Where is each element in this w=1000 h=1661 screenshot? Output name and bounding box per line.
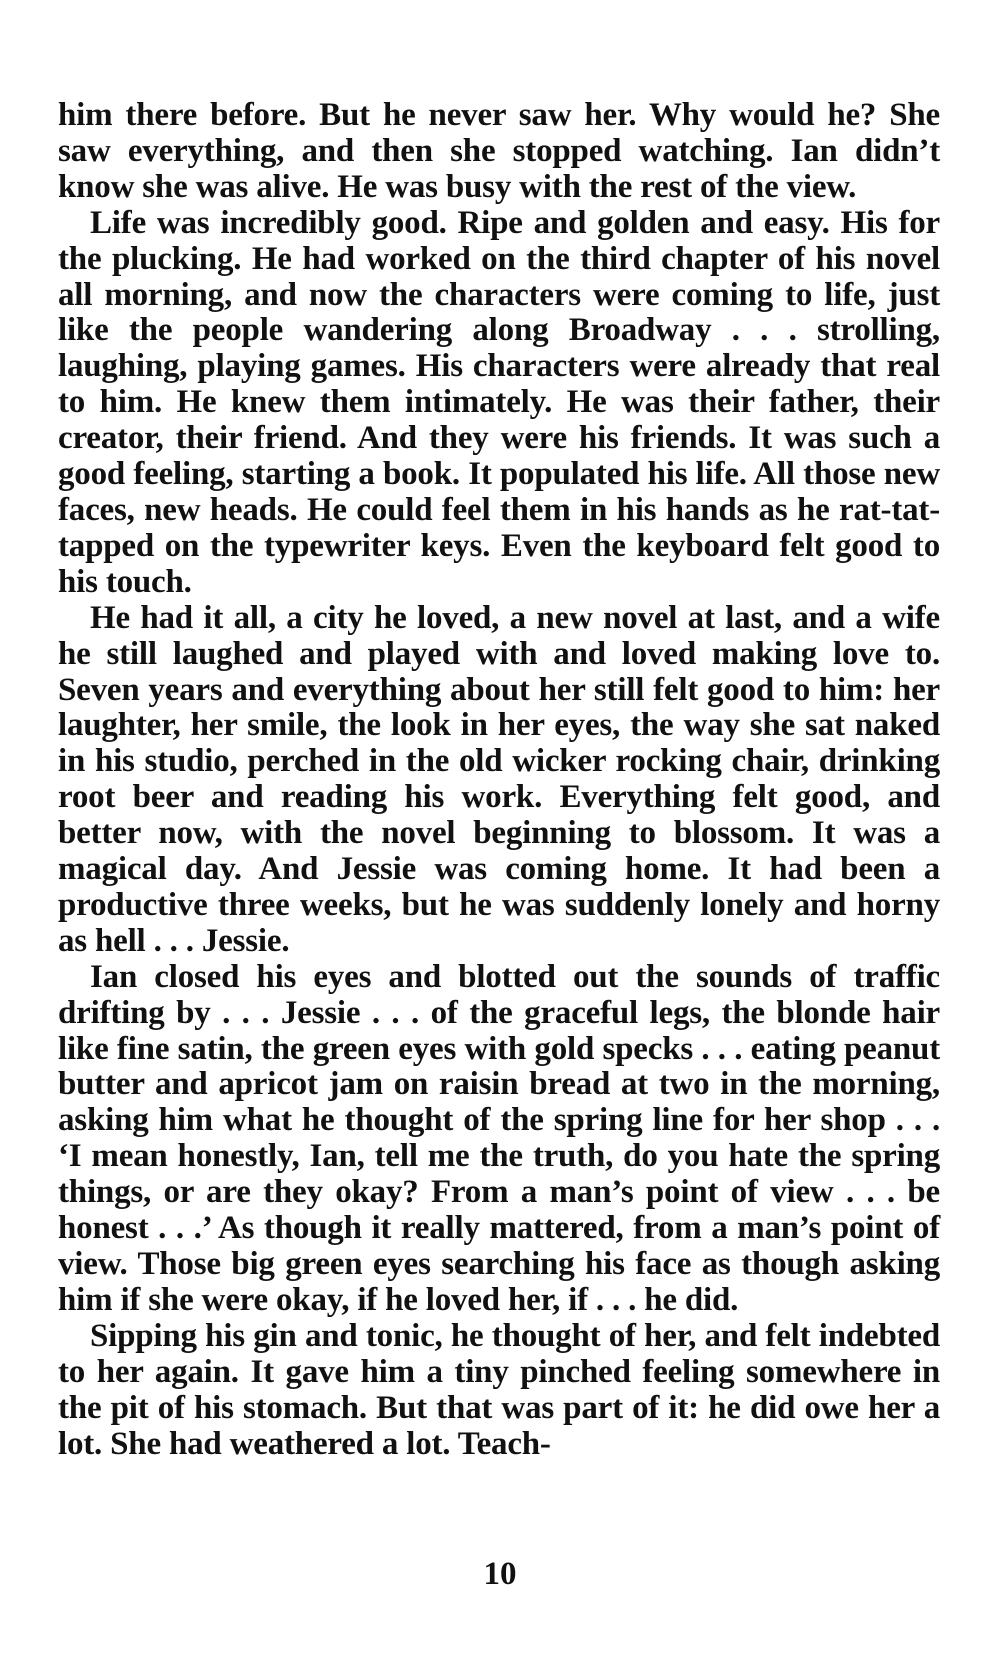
body-text: [58, 98, 940, 1462]
paragraph-5: Sipping his gin and tonic, he thought of her, and felt indebted to her again. It gave him a tiny pinched feeling somewhere in the pit of his stomach. But that was part of it: he did owe her a lot. She had weathered a lot. Teach-: [58, 1317, 940, 1462]
paragraph-2: Life was incredibly good. Ripe and golden and easy. His for the plucking. He had worked on the third chapter of his novel all morning, and now the characters were coming to life, just like the people wandering along Broadway . . . strolling, laughing, playing games. His characters were already that real to him. He knew them intimately. He was their father, their creator, their friend. And they were his friends. It was such a good feeling, starting a book. It populated his life. All those new faces, new heads. He could feel them in his hands as he rat-tat-tapped on the typewriter keys. Even the keyboard felt good to his touch.: [58, 204, 940, 600]
paragraph-4: Ian closed his eyes and blotted out the sounds of traffic drifting by . . . Jessie . . . of the graceful legs, the blonde hair like fine satin, the green eyes with gold specks . . . eating peanut butter and apricot jam on raisin bread at two in the morning, asking him what he thought of the spring line for her shop . . . ‘I mean honestly, Ian, tell me the truth, do you hate the spring things, or are they okay? From a man’s point of view . . . be honest . . .’ As though it really mattered, from a man’s point of view. Those big green eyes searching his face as though asking him if she were okay, if he loved her, if . . . he did.: [58, 958, 940, 1318]
paragraph-3: He had it all, a city he loved, a new novel at last, and a wife he still laughed and played with and loved making love to. Seven years and everything about her still felt good to him: her laughter, her smile, the look in her eyes, the way she sat naked in his studio, perched in the old wicker rocking chair, drinking root beer and reading his work. Everything felt good, and better now, with the novel beginning to blossom. It was a magical day. And Jessie was coming home. It had been a productive three weeks, but he was suddenly lonely and horny as hell . . . Jessie.: [58, 599, 940, 959]
page-number: 10: [483, 1556, 517, 1592]
paragraph-1: him there before. But he never saw her. Why would he? She saw everything, and then she stopped watching. Ian didn’t know she was alive. He was busy with the rest of the view.: [58, 97, 940, 205]
